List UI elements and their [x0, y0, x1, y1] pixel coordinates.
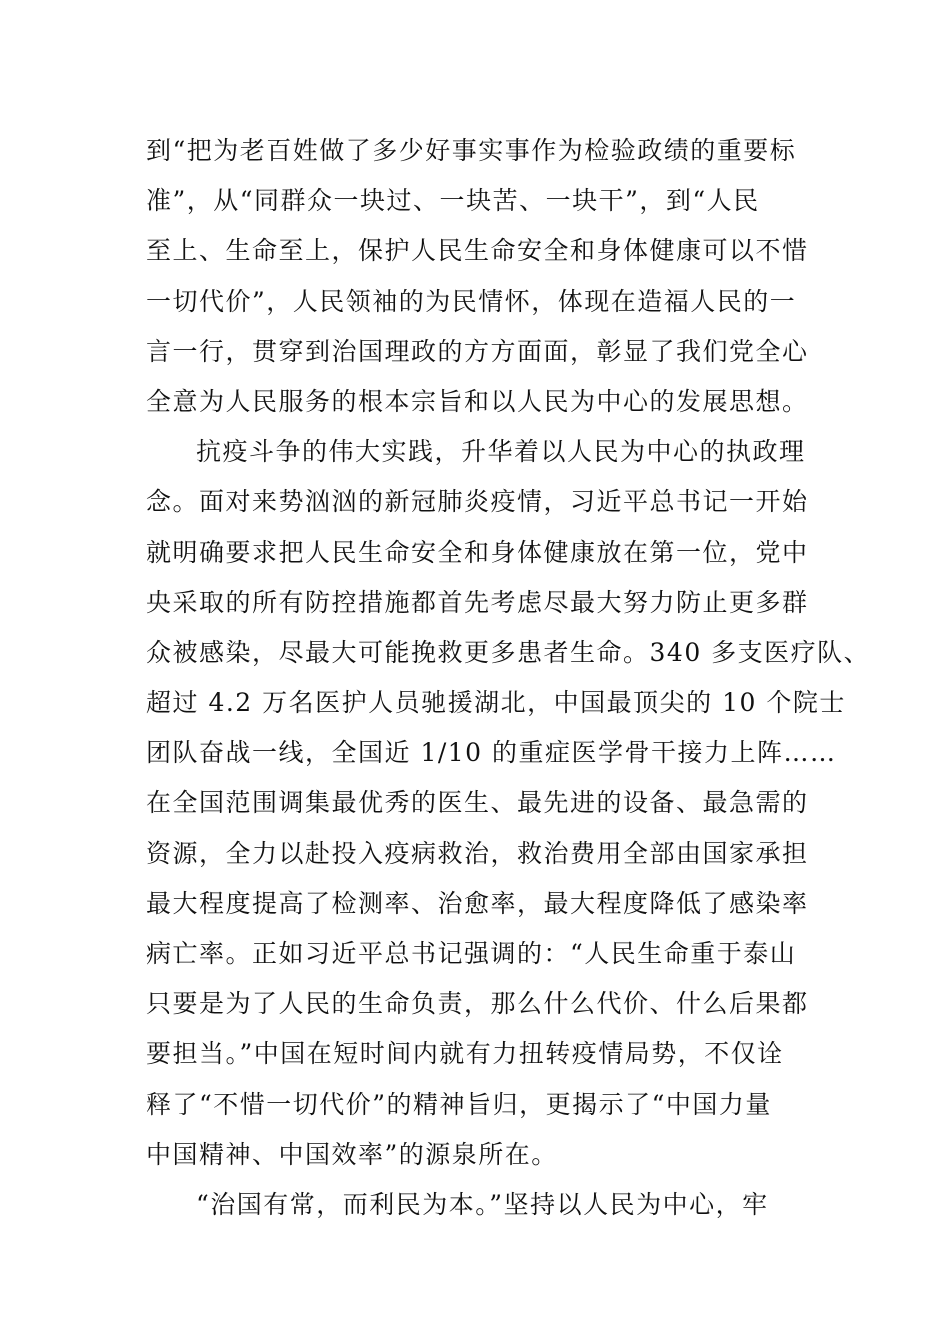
- text-line: 念。面对来势汹汹的新冠肺炎疫情，习近平总书记一开始: [146, 487, 809, 517]
- text-line: 最大程度提高了检测率、治愈率，最大程度降低了感染率: [146, 888, 809, 918]
- text-line: 至上、生命至上，保护人民生命安全和身体健康可以不惜: [146, 236, 809, 266]
- text-line: 准”，从“同群众一块过、一块苦、一块干”，到“人民: [146, 186, 760, 216]
- text-line: 只要是为了人民的生命负责，那么什么代价、什么后果都: [146, 989, 809, 1019]
- paragraph-first-line: “治国有常，而利民为本。”坚持以人民为中心，牢: [196, 1189, 769, 1219]
- text-line: 一切代价”，人民领袖的为民情怀，体现在造福人民的一: [146, 286, 797, 316]
- text-line: 释了“不惜一切代价”的精神旨归，更揭示了“中国力量: [146, 1089, 772, 1119]
- text-line: 就明确要求把人民生命安全和身体健康放在第一位，党中: [146, 537, 809, 567]
- text-line: 团队奋战一线，全国近 1/10 的重症医学骨干接力上阵……: [146, 738, 837, 768]
- text-line: 言一行，贯穿到治国理政的方方面面，彰显了我们党全心: [146, 336, 809, 366]
- text-line: 央采取的所有防控措施都首先考虑尽最大努力防止更多群: [146, 587, 809, 617]
- text-line: 众被感染，尽最大可能挽救更多患者生命。340 多支医疗队、: [146, 637, 871, 667]
- text-line: 中国精神、中国效率”的源泉所在。: [146, 1139, 558, 1169]
- body-text: [146, 126, 871, 1230]
- text-line: 病亡率。正如习近平总书记强调的：“人民生命重于泰山: [146, 939, 797, 968]
- text-line: 到“把为老百姓做了多少好事实事作为检验政绩的重要标: [146, 136, 797, 165]
- text-line: 全意为人民服务的根本宗旨和以人民为中心的发展思想。: [146, 386, 809, 416]
- text-line: 在全国范围调集最优秀的医生、最先进的设备、最急需的: [146, 788, 809, 818]
- text-line: 资源，全力以赴投入疫病救治，救治费用全部由国家承担: [146, 838, 809, 868]
- paragraph-first-line: 抗疫斗争的伟大实践，升华着以人民为中心的执政理: [196, 437, 806, 467]
- text-line: 超过 4.2 万名医护人员驰援湖北，中国最顶尖的 10 个院士: [146, 688, 846, 718]
- text-line: 要担当。”中国在短时间内就有力扭转疫情局势，不仅诠: [146, 1039, 784, 1069]
